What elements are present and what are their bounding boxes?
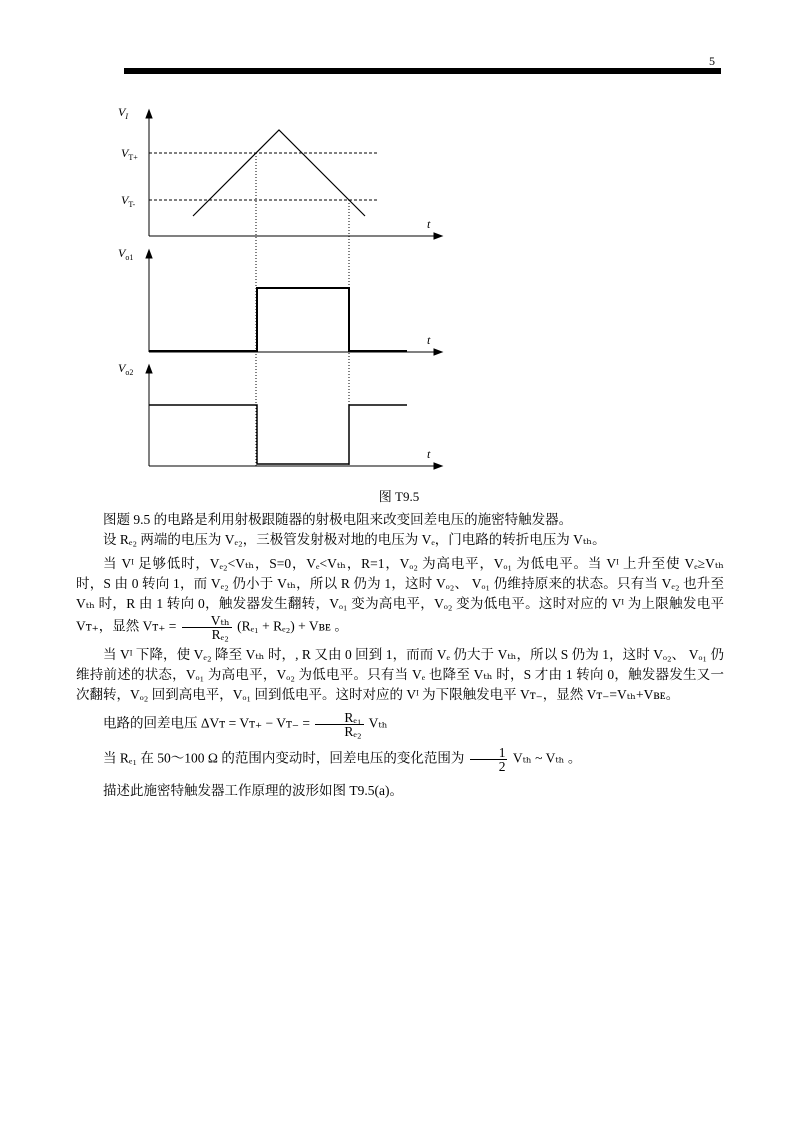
upper-threshold-fraction: Vₜₕ Rₑ₂ [182, 614, 232, 641]
panel2-ylabel: $V_{o1}$ [118, 246, 134, 262]
panel3-t-label: t [427, 447, 431, 461]
waveform-figure [0, 0, 798, 480]
page-number: 5 [709, 54, 715, 68]
hysteresis-fraction: $\frac{\text{Rₑ₁}}{\text{Rₑ₂}}$ [315, 711, 363, 738]
paragraph-3: 当 Vᴵ 足够低时，Vₑ₂<Vₜₕ，S=0，Vₑ<Vₜₕ，R=1，Vₒ₂ 为高电平，Vₒ₁ 为低电平。当 Vᴵ 上升至使 Vₑ≥Vₜₕ 时，S 由 0 转向 1，而 Vₑ₂ 仍小于 Vₜₕ，所以 R 仍为 1，这时 Vₒ₂、 Vₒ₁ 仍维持原来的状态。只有当 Vₑ₂ 也升至 Vₜₕ 时，R 由 1 转向 0，触发器发生翻转，Vₒ₁ 变为高电平，Vₒ₂ 变为低电平。这时对应的 Vᴵ 为上限触发电平 Vᴛ₊，显然 Vᴛ₊ = Vₜₕ Rₑ₂ (Rₑ₁ + Rₑ₂) + Vʙᴇ 。 [76, 556, 724, 642]
paragraph-1: 图题 9.5 的电路是利用射极跟随器的射极电阻来改变回差电压的施密特触发器。 [103, 512, 573, 527]
paragraph-2: 设 Rₑ₂ 两端的电压为 Vₑ₂，三极管发射极对地的电压为 Vₑ，门电路的转折电压为 Vₜₕ。 [103, 532, 606, 547]
paragraph-4: 当 Vᴵ 下降，使 Vₑ₂ 降至 Vₜₕ 时，, R 又由 0 回到 1，而而 Vₑ 仍大于 Vₜₕ，所以 S 仍为 1，这时 Vₒ₂、 Vₒ₁ 仍维持前述的状态，Vₒ₁ 为高电平，Vₒ₂ 为低电平。只有当 Vₑ 也降至 Vₜₕ 时，S 才由 1 转向 0，触发器发生又一次翻转，Vₒ₂ 回到高电平，Vₒ₁ 回到低电平。这时对应的 Vᴵ 为下限触发电平 Vᴛ₋，显然 Vᴛ₋=Vₜₕ+Vʙᴇ。 [76, 647, 724, 702]
upper-threshold-label: $V_{T+}$ [121, 146, 138, 162]
vo2-waveform [149, 405, 407, 464]
panel1-y-arrow [146, 110, 152, 118]
lower-threshold-label: $V_{T-}$ [121, 193, 136, 209]
panel2-x-arrow [434, 349, 442, 355]
vo1-waveform [149, 288, 407, 351]
paragraph-7: 描述此施密特触发器工作原理的波形如图 T9.5(a)。 [103, 783, 403, 798]
panel1-ylabel: $V_I$ [118, 105, 129, 121]
panel1-x-arrow [434, 233, 442, 239]
figure-caption: 图 T9.5 [378, 489, 420, 504]
body-text [76, 510, 724, 801]
panel3-ylabel: $V_{o2}$ [118, 361, 134, 377]
panel1-t-label: t [427, 217, 431, 231]
paragraph-6: 当 Rₑ₁ 在 50～100 Ω 的范围内变动时，回差电压的变化范围为 $\frac{1}{2}$ Vₜₕ ~ Vₜₕ 。 [103, 745, 582, 774]
triangle-waveform [193, 130, 365, 216]
panel2-y-arrow [146, 250, 152, 258]
half-fraction: $\frac{1}{2}$ [470, 746, 508, 773]
panel3-y-arrow [146, 365, 152, 373]
panel3-x-arrow [434, 463, 442, 469]
paragraph-5: 电路的回差电压 ΔVᴛ = Vᴛ₊ − Vᴛ₋ = $\frac{\text{Rₑ₁}}{\text{Rₑ₂}}$ Vₜₕ [103, 710, 388, 739]
panel2-t-label: t [427, 333, 431, 347]
